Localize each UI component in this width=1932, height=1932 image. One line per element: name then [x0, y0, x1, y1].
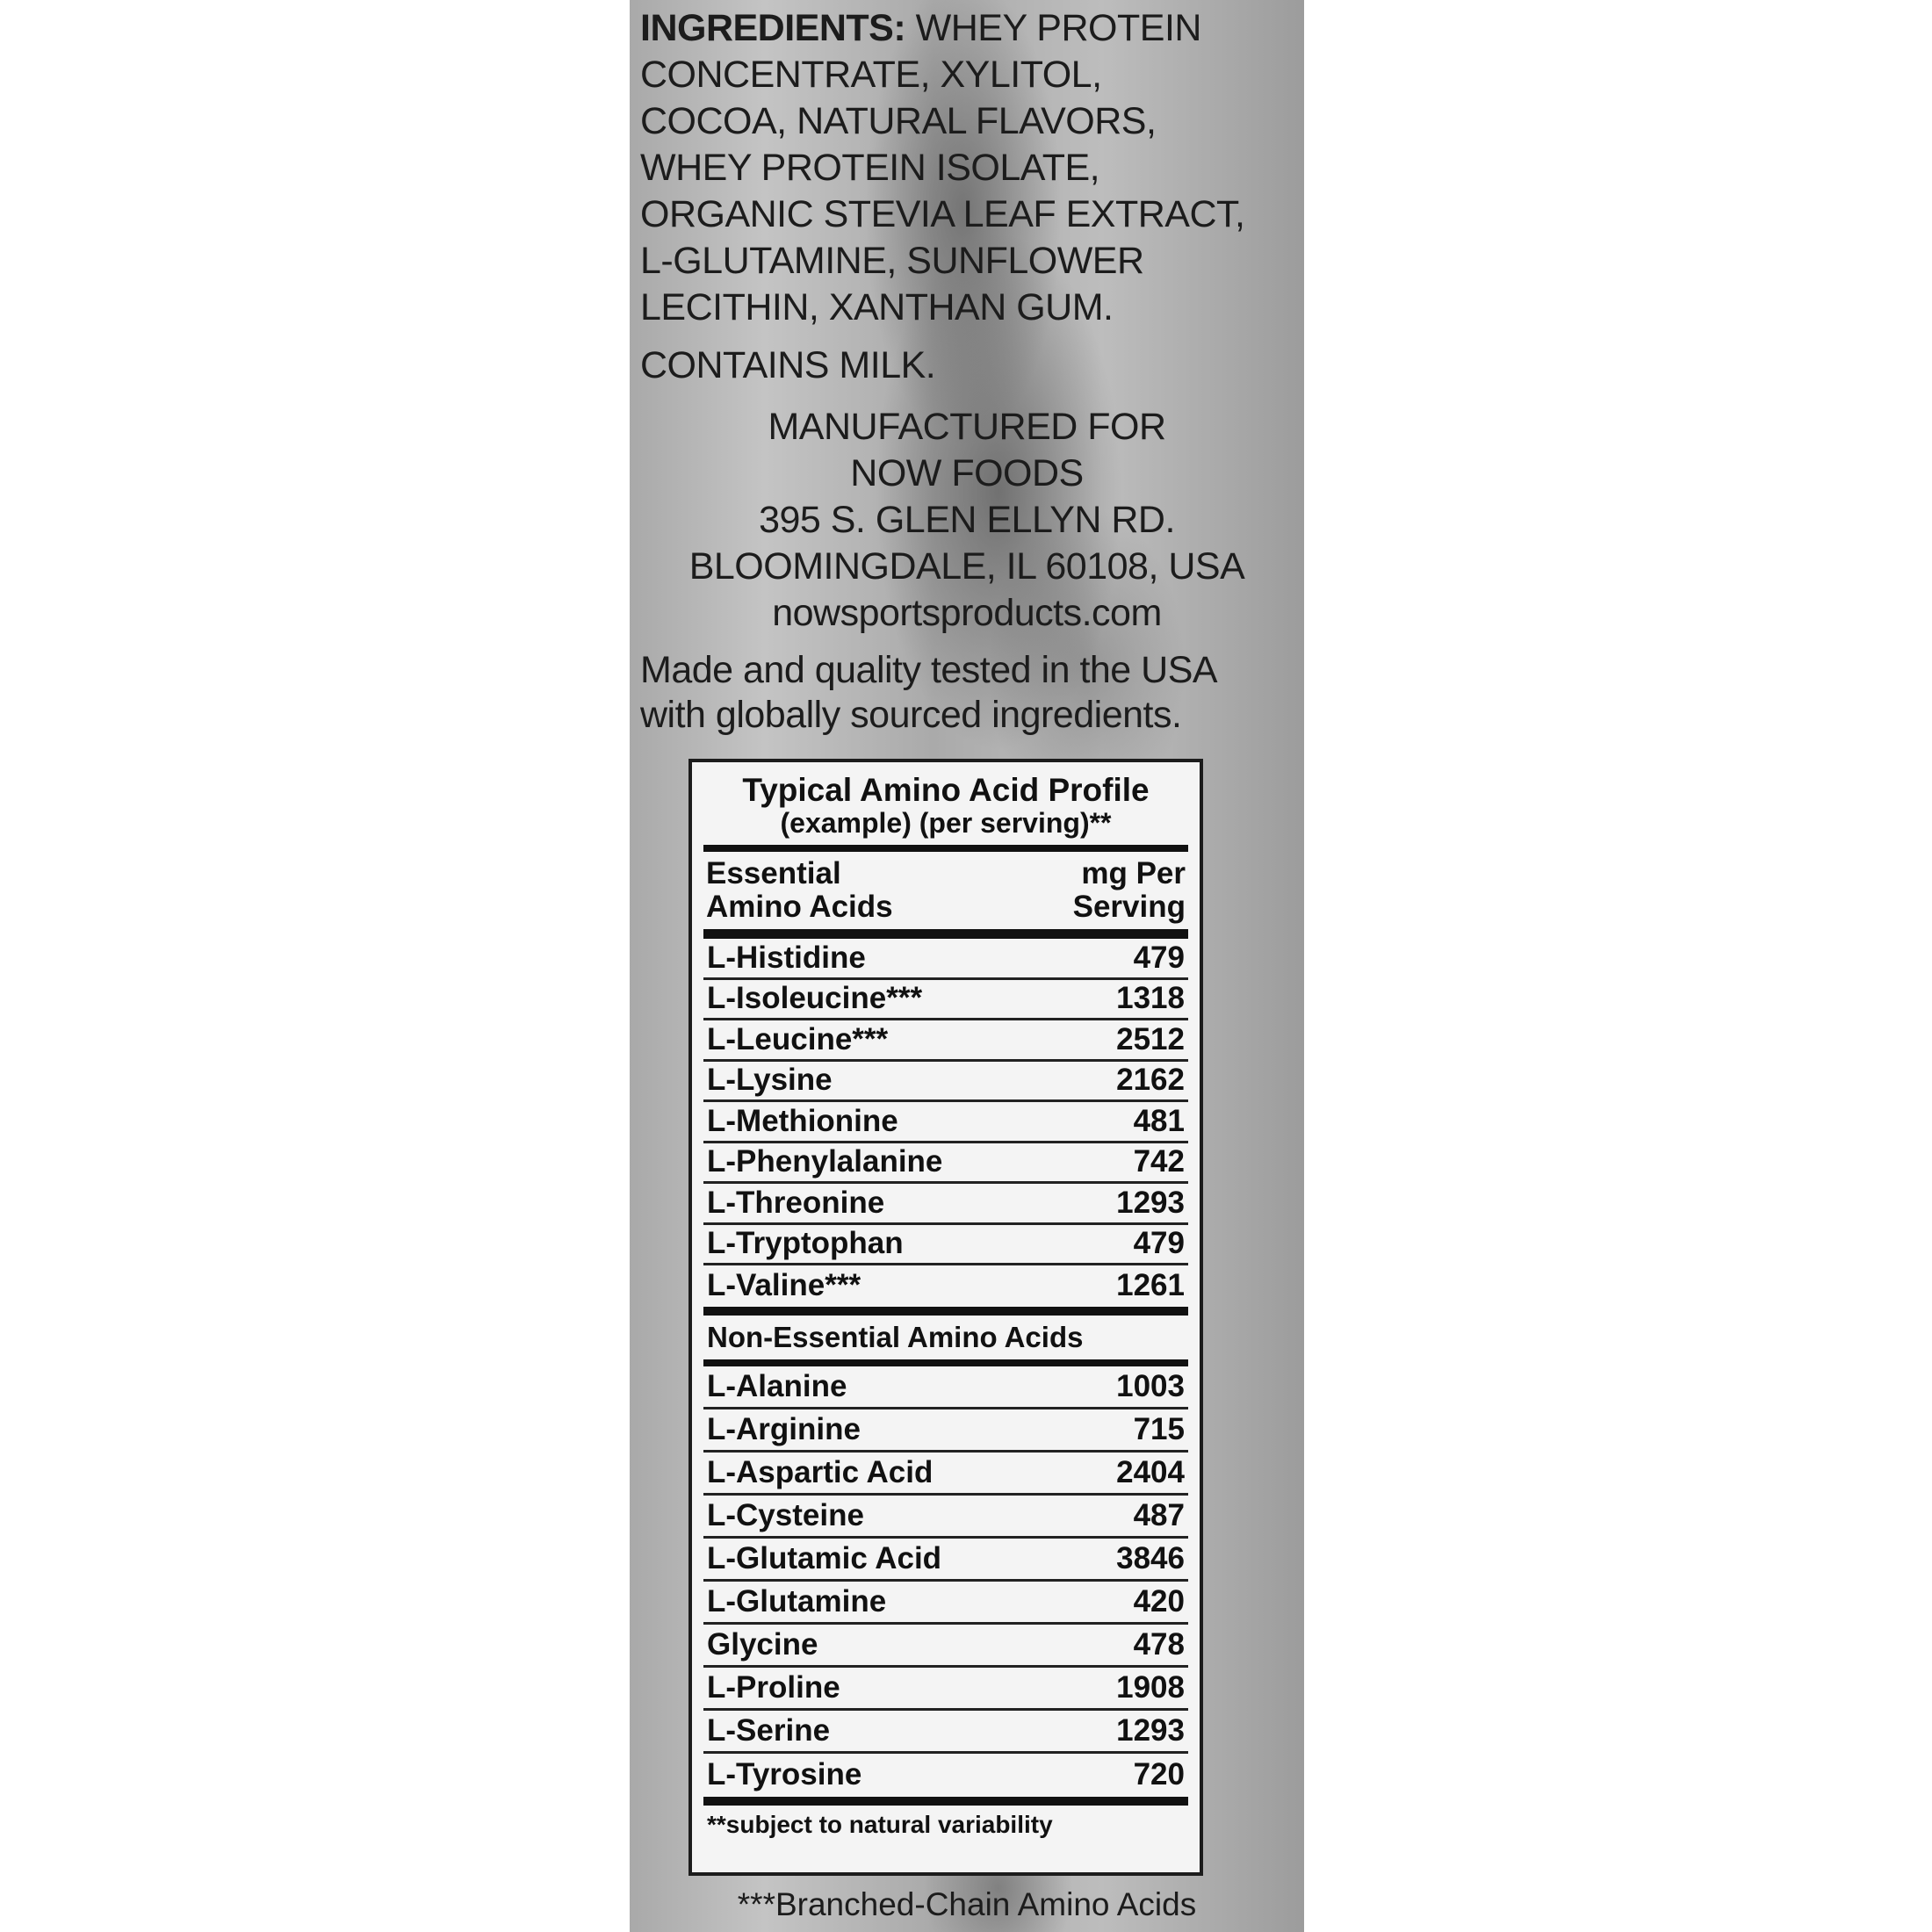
amino-acid-name: Glycine	[707, 1626, 818, 1662]
manufacturer-website: nowsportsproducts.com	[772, 592, 1162, 634]
amino-acid-mg: 420	[1133, 1583, 1185, 1618]
table-row	[703, 1582, 1188, 1625]
header-right	[1073, 857, 1186, 924]
manufacturer-info	[630, 404, 1304, 637]
ingredients-line: L-GLUTAMINE, SUNFLOWER	[640, 240, 1144, 282]
amino-acid-mg: 1293	[1116, 1712, 1185, 1748]
amino-acid-mg: 1318	[1116, 981, 1185, 1016]
table-row	[703, 1711, 1188, 1754]
table-row	[703, 1366, 1188, 1409]
table-row	[703, 1539, 1188, 1582]
header-right-line: Serving	[1072, 890, 1186, 924]
amino-acid-mg: 2404	[1116, 1454, 1185, 1489]
amino-acid-mg: 1261	[1116, 1268, 1185, 1303]
amino-acid-mg: 2512	[1116, 1021, 1185, 1056]
ingredients-line: LECITHIN, XANTHAN GUM.	[640, 286, 1114, 328]
amino-acid-mg: 1003	[1116, 1368, 1185, 1403]
amino-acid-name: L-Histidine	[707, 940, 866, 975]
amino-acid-name: L-Lysine	[707, 1063, 833, 1098]
amino-acid-name: L-Cysteine	[707, 1497, 864, 1532]
header-right-line: mg Per	[1081, 856, 1186, 890]
amino-acid-name: L-Methionine	[707, 1103, 898, 1138]
amino-acid-mg: 478	[1133, 1626, 1185, 1662]
amino-acid-name: L-Valine***	[707, 1268, 861, 1303]
table-header	[706, 857, 1186, 924]
divider	[703, 929, 1188, 939]
table-footnote: **subject to natural variability	[707, 1810, 1053, 1838]
amino-acid-mg: 715	[1133, 1411, 1185, 1446]
table-row	[703, 1225, 1188, 1266]
made-in-line: with globally sourced ingredients.	[640, 694, 1182, 736]
ingredients-heading: INGREDIENTS:	[640, 7, 906, 49]
table-row	[703, 1625, 1188, 1668]
amino-acid-name: L-Tryptophan	[707, 1226, 904, 1261]
amino-acid-name: L-Isoleucine***	[707, 981, 923, 1016]
table-row	[703, 1409, 1188, 1453]
amino-acid-name: L-Arginine	[707, 1411, 861, 1446]
amino-acid-mg: 479	[1133, 1226, 1185, 1261]
made-in-line: Made and quality tested in the USA	[640, 649, 1218, 691]
allergen-statement: CONTAINS MILK.	[640, 344, 936, 386]
manufacturer-city: BLOOMINGDALE, IL 60108, USA	[688, 545, 1245, 588]
made-in-statement	[640, 648, 1217, 738]
amino-acid-mg: 720	[1133, 1757, 1185, 1791]
table-row	[703, 1265, 1188, 1307]
amino-acid-mg: 487	[1133, 1497, 1185, 1532]
manufacturer-address: 395 S. GLEN ELLYN RD.	[759, 499, 1175, 541]
divider	[703, 1359, 1188, 1366]
product-label	[630, 0, 1304, 1932]
divider	[703, 1797, 1188, 1806]
table-row	[703, 1184, 1188, 1225]
amino-acid-mg: 479	[1133, 940, 1185, 975]
divider	[703, 845, 1188, 852]
ingredients-line: WHEY PROTEIN ISOLATE,	[640, 147, 1100, 189]
amino-acid-profile-table	[688, 759, 1203, 1876]
amino-acid-mg: 742	[1133, 1144, 1185, 1179]
manufacturer-line: MANUFACTURED FOR	[768, 406, 1166, 448]
ingredients-line: COCOA, NATURAL FLAVORS,	[640, 100, 1157, 142]
non-essential-heading: Non-Essential Amino Acids	[707, 1320, 1084, 1353]
divider	[703, 1307, 1188, 1316]
amino-acid-name: L-Tyrosine	[707, 1757, 862, 1791]
table-row	[703, 1453, 1188, 1496]
table-row	[703, 980, 1188, 1021]
amino-acid-mg: 1293	[1116, 1185, 1185, 1220]
ingredients-line-text: WHEY PROTEIN	[915, 7, 1201, 49]
non-essential-rows	[703, 1366, 1188, 1797]
ingredients-line	[640, 5, 1290, 52]
amino-acid-mg: 481	[1133, 1103, 1185, 1138]
amino-acid-name: L-Phenylalanine	[707, 1144, 943, 1179]
bcaa-footnote: ***Branched-Chain Amino Acids	[737, 1886, 1197, 1922]
ingredients-line: ORGANIC STEVIA LEAF EXTRACT,	[640, 193, 1245, 235]
essential-rows	[703, 939, 1188, 1307]
manufacturer-name: NOW FOODS	[850, 452, 1084, 494]
table-subtitle: (example) (per serving)**	[780, 807, 1112, 839]
table-row	[703, 1020, 1188, 1062]
amino-acid-name: L-Leucine***	[707, 1021, 889, 1056]
ingredients-line: CONCENTRATE, XYLITOL,	[640, 54, 1102, 96]
amino-acid-name: L-Aspartic Acid	[707, 1454, 934, 1489]
amino-acid-mg: 2162	[1116, 1063, 1185, 1098]
amino-acid-name: L-Glutamic Acid	[707, 1540, 942, 1575]
header-left	[706, 857, 893, 924]
ingredients-text	[640, 5, 1290, 331]
table-row	[703, 1496, 1188, 1539]
table-row	[703, 1668, 1188, 1711]
table-row	[703, 939, 1188, 980]
table-row	[703, 1754, 1188, 1797]
amino-acid-name: L-Proline	[707, 1669, 840, 1705]
header-left-line: Essential	[706, 856, 841, 890]
table-row	[703, 1062, 1188, 1103]
table-title: Typical Amino Acid Profile	[742, 772, 1150, 808]
amino-acid-mg: 3846	[1116, 1540, 1185, 1575]
table-row	[703, 1102, 1188, 1143]
amino-acid-name: L-Serine	[707, 1712, 831, 1748]
amino-acid-name: L-Alanine	[707, 1368, 847, 1403]
amino-acid-name: L-Glutamine	[707, 1583, 887, 1618]
amino-acid-name: L-Threonine	[707, 1185, 885, 1220]
header-left-line: Amino Acids	[706, 890, 893, 924]
amino-acid-mg: 1908	[1116, 1669, 1185, 1705]
table-row	[703, 1143, 1188, 1185]
